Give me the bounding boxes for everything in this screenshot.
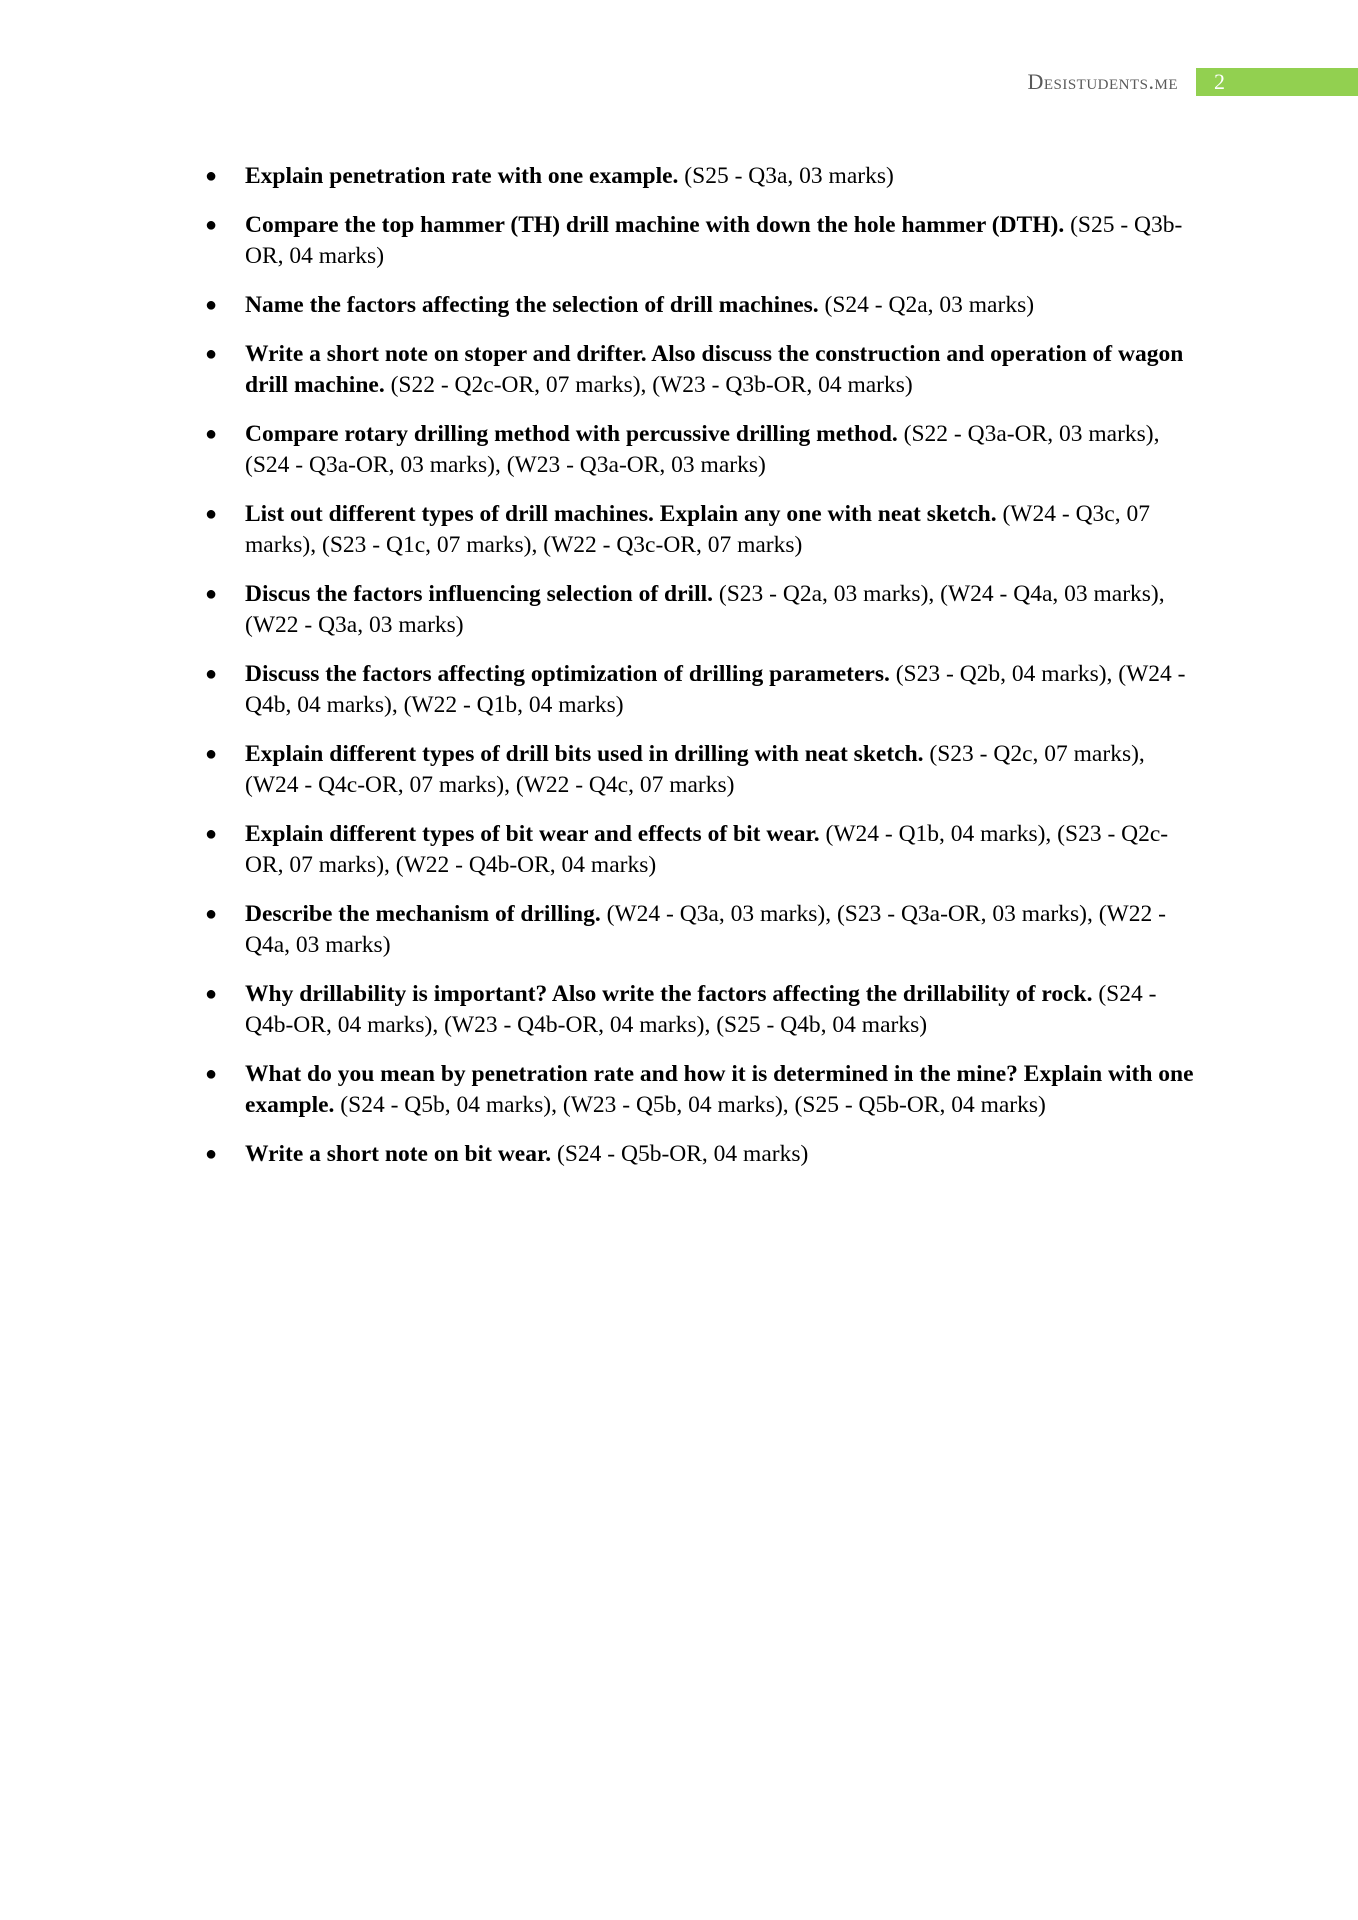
question-text: Explain penetration rate with one example. <box>245 163 679 189</box>
question-text: Compare the top hammer (TH) drill machine with down the hole hammer (DTH). <box>245 212 1065 238</box>
list-item <box>200 819 1195 881</box>
bullet-icon: ● <box>205 583 218 605</box>
bullet-icon: ● <box>205 503 218 525</box>
question-text: Name the factors affecting the selection of drill machines. <box>245 292 819 318</box>
question-text: Discus the factors influencing selection of drill. <box>245 581 714 607</box>
question-reference: (W24 - Q1b, 04 marks), (S23 - Q2c-OR, 07 marks), (W22 - Q4b-OR, 04 marks) <box>245 821 1169 878</box>
question-reference: (W24 - Q3a, 03 marks), (S23 - Q3a-OR, 03 marks), (W22 - Q4a, 03 marks) <box>245 901 1166 958</box>
bullet-icon: ● <box>205 214 218 236</box>
question-reference: (S23 - Q2b, 04 marks), (W24 - Q4b, 04 marks), (W22 - Q1b, 04 marks) <box>245 661 1186 718</box>
question-reference: (S22 - Q3a-OR, 03 marks), (S24 - Q3a-OR, 03 marks), (W23 - Q3a-OR, 03 marks) <box>245 421 1160 478</box>
bullet-icon: ● <box>205 165 218 187</box>
list-item <box>200 979 1195 1041</box>
question-text: Write a short note on stoper and drifter. Also discuss the construction and operation of wagon drill machine. <box>245 341 1184 398</box>
question-text: What do you mean by penetration rate and how it is determined in the mine? Explain with one example. <box>245 1061 1194 1118</box>
list-item <box>200 339 1195 401</box>
list-item <box>200 739 1195 801</box>
page-number: 2 <box>1196 68 1358 96</box>
question-text: Explain different types of bit wear and effects of bit wear. <box>245 821 820 847</box>
bullet-icon: ● <box>205 743 218 765</box>
question-list <box>200 161 1195 1170</box>
bullet-icon: ● <box>205 823 218 845</box>
question-text: Why drillability is important? Also write the factors affecting the drillability of rock. <box>245 981 1093 1007</box>
list-item <box>200 1059 1195 1121</box>
question-reference: (S22 - Q2c-OR, 07 marks), (W23 - Q3b-OR, 04 marks) <box>384 372 913 398</box>
list-item <box>200 161 1195 192</box>
question-reference: (S24 - Q5b-OR, 04 marks) <box>551 1141 809 1167</box>
list-item <box>200 579 1195 641</box>
question-reference: (S24 - Q2a, 03 marks) <box>818 292 1035 318</box>
bullet-icon: ● <box>205 663 218 685</box>
question-reference: (W24 - Q3c, 07 marks), (S23 - Q1c, 07 marks), (W22 - Q3c-OR, 07 marks) <box>245 501 1150 558</box>
question-list-container <box>200 161 1195 1188</box>
list-item <box>200 499 1195 561</box>
question-reference: (S25 - Q3b-OR, 04 marks) <box>245 212 1183 269</box>
site-name: Desistudents.me <box>1027 69 1178 94</box>
list-item <box>200 1139 1195 1170</box>
question-reference: (S25 - Q3a, 03 marks) <box>678 163 894 189</box>
list-item <box>200 290 1195 321</box>
question-text: Write a short note on bit wear. <box>245 1141 552 1167</box>
list-item <box>200 419 1195 481</box>
page-header <box>1027 67 1358 97</box>
list-item <box>200 210 1195 272</box>
bullet-icon: ● <box>205 1143 218 1165</box>
bullet-icon: ● <box>205 294 218 316</box>
question-reference: (S23 - Q2c, 07 marks), (W24 - Q4c-OR, 07 marks), (W22 - Q4c, 07 marks) <box>245 741 1145 798</box>
bullet-icon: ● <box>205 1063 218 1085</box>
question-text: Explain different types of drill bits used in drilling with neat sketch. <box>245 741 924 767</box>
list-item <box>200 899 1195 961</box>
list-item <box>200 659 1195 721</box>
question-text: List out different types of drill machines. Explain any one with neat sketch. <box>245 501 997 527</box>
bullet-icon: ● <box>205 983 218 1005</box>
question-text: Discuss the factors affecting optimization of drilling parameters. <box>245 661 890 687</box>
bullet-icon: ● <box>205 343 218 365</box>
question-reference: (S24 - Q4b-OR, 04 marks), (W23 - Q4b-OR, 04 marks), (S25 - Q4b, 04 marks) <box>245 981 1157 1038</box>
bullet-icon: ● <box>205 423 218 445</box>
question-reference: (S23 - Q2a, 03 marks), (W24 - Q4a, 03 marks), (W22 - Q3a, 03 marks) <box>245 581 1165 638</box>
question-reference: (S24 - Q5b, 04 marks), (W23 - Q5b, 04 marks), (S25 - Q5b-OR, 04 marks) <box>334 1092 1046 1118</box>
question-text: Compare rotary drilling method with percussive drilling method. <box>245 421 898 447</box>
bullet-icon: ● <box>205 903 218 925</box>
question-text: Describe the mechanism of drilling. <box>245 901 601 927</box>
